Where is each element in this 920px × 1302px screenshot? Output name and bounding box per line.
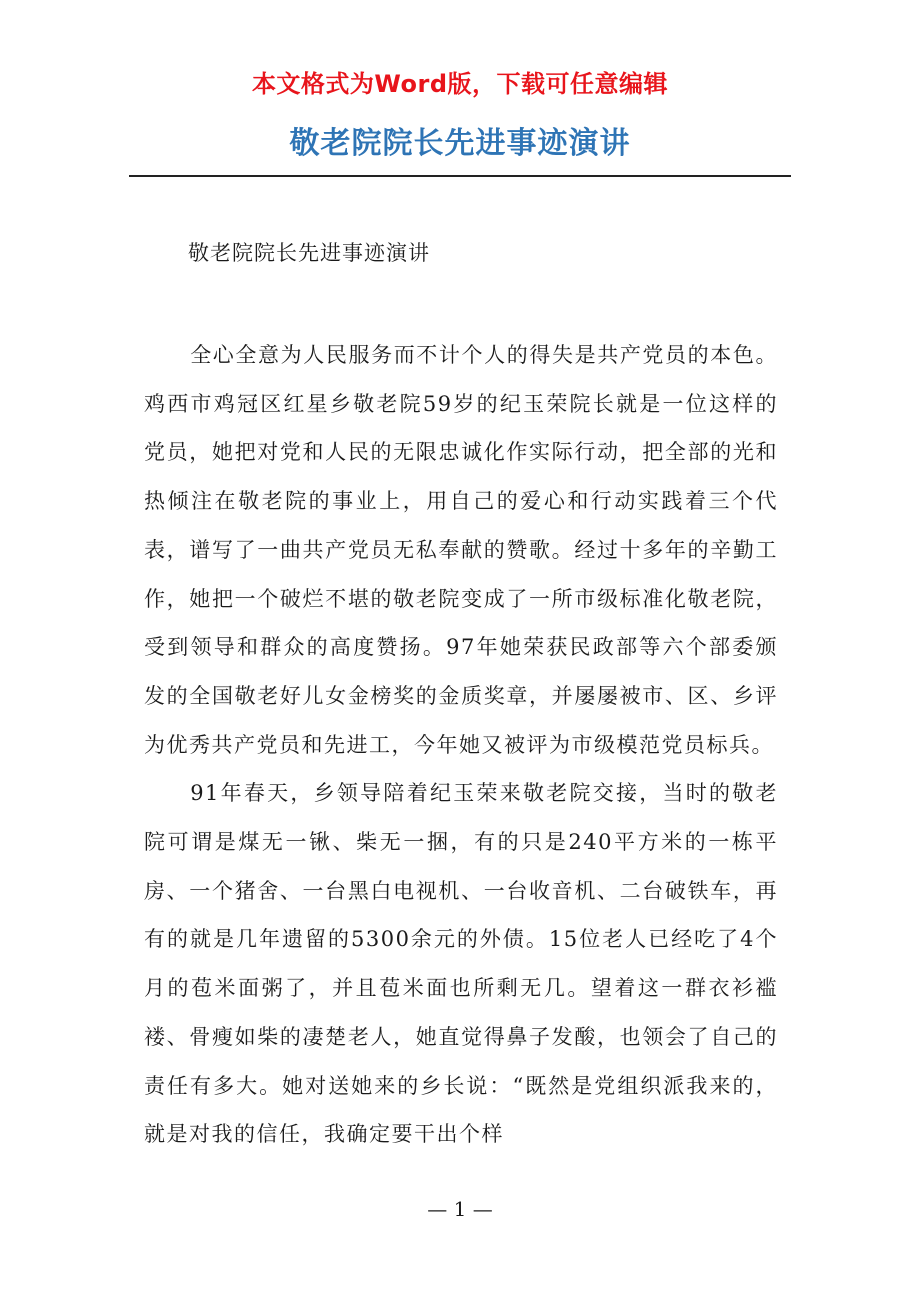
document-title: 敬老院院长先进事迹演讲	[188, 241, 430, 265]
document-body	[144, 331, 778, 1159]
paragraph: 91年春天，乡领导陪着纪玉荣来敬老院交接，当时的敬老院可谓是煤无一锹、柴无一捆，有的只是240平方米的一栋平房、一个猪舍、一台黑白电视机、一台收音机、二台破铁车，再有的就是几年遗留的5300余元的外债。15位老人已经吃了4个月的苞米面粥了，并且苞米面也所剩无几。望着这一群衣衫褴褛、骨瘦如柴的凄楚老人，她直觉得鼻子发酸，也领会了自己的责任有多大。她对送她来的乡长说：“既然是党组织派我来的，就是对我的信任，我确定要干出个样	[144, 781, 778, 1147]
paragraph: 全心全意为人民服务而不计个人的得失是共产党员的本色。鸡西市鸡冠区红星乡敬老院59岁的纪玉荣院长就是一位这样的党员，她把对党和人民的无限忠诚化作实际行动，把全部的光和热倾注在敬老院的事业上，用自己的爱心和行动实践着三个代表，谱写了一曲共产党员无私奉献的赞歌。经过十多年的辛勤工作，她把一个破烂不堪的敬老院变成了一所市级标准化敬老院，受到领导和群众的高度赞扬。97年她荣获民政部等六个部委颁发的全国敬老好儿女金榜奖的金质奖章，并屡屡被市、区、乡评为优秀共产党员和先进工，今年她又被评为市级模范党员标兵。	[144, 343, 778, 757]
header-title: 敬老院院长先进事迹演讲	[289, 126, 631, 161]
header-divider	[129, 175, 791, 177]
page-number: — 1 —	[427, 1197, 493, 1221]
download-banner: 本文格式为Word版，下载可任意编辑	[251, 70, 669, 98]
